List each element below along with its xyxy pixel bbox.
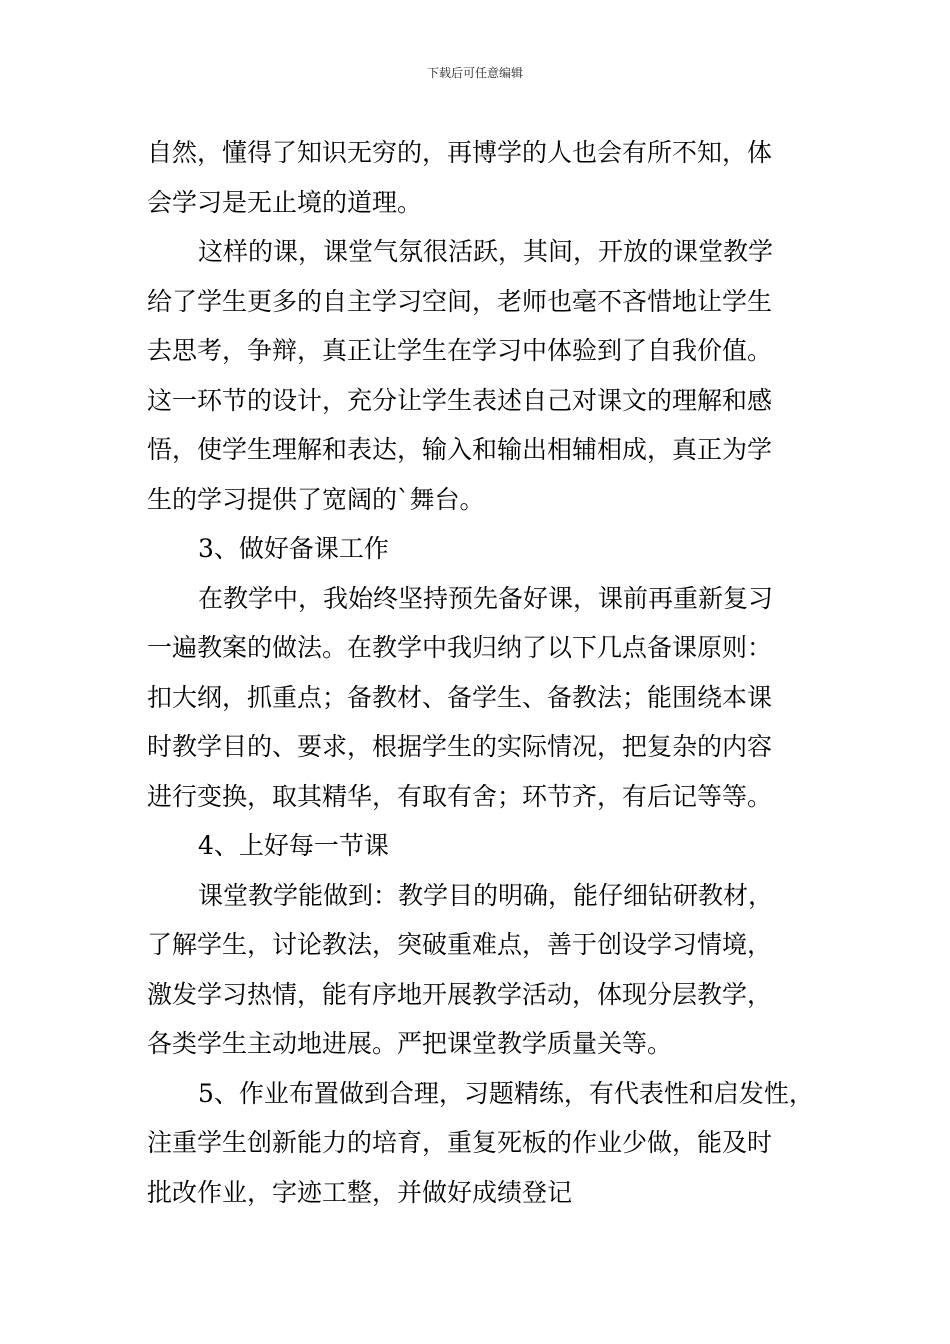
text-line: 激发学习热情，能有序地开展教学活动，体现分层教学，	[147, 979, 773, 1009]
text-line: 批改作业，字迹工整，并做好成绩登记	[147, 1177, 573, 1207]
text-line: 了解学生，讨论教法，突破重难点，善于创设学习情境，	[147, 930, 773, 959]
text-line: 这一环节的设计，充分让学生表述自己对课文的理解和感	[147, 385, 773, 415]
section-heading: 3、做好备课工作	[198, 534, 389, 563]
text-line: 时教学目的、要求，根据学生的实际情况，把复杂的内容	[147, 732, 773, 761]
document-body	[147, 128, 827, 1217]
text-line: 去思考，争辩，真正让学生在学习中体验到了自我价值。	[147, 336, 773, 365]
text-line: 给了学生更多的自主学习空间，老师也毫不吝惜地让学生	[147, 286, 773, 316]
section-heading: 4、上好每一节课	[198, 831, 389, 860]
text-line: 扣大纲，抓重点；备教材、备学生、备教法；能围绕本课	[147, 682, 773, 712]
text-line: 自然，懂得了知识无穷的，再博学的人也会有所不知，体	[147, 138, 773, 167]
page-header: 下载后可任意编辑	[426, 66, 523, 80]
section-heading: 5、作业布置做到合理，习题精练，有代表性和启发性，	[198, 1078, 814, 1108]
text-line: 悟，使学生理解和表达，输入和输出相辅相成，真正为学	[147, 435, 773, 464]
text-line: 各类学生主动地进展。严把课堂教学质量关等。	[147, 1029, 673, 1058]
text-line: 一遍教案的做法。在教学中我归纳了以下几点备课原则：	[147, 633, 773, 662]
text-line: 注重学生创新能力的培育，重复死板的作业少做，能及时	[147, 1128, 773, 1157]
text-line: 课堂教学能做到：教学目的明确，能仔细钻研教材，	[198, 880, 774, 910]
text-line: 会学习是无止境的道理。	[147, 187, 423, 217]
text-line: 在教学中，我始终坚持预先备好课，课前再重新复习	[198, 583, 774, 613]
text-line: 这样的课，课堂气氛很活跃，其间，开放的课堂教学	[198, 237, 774, 266]
text-line: 生的学习提供了宽阔的`舞台。	[147, 484, 485, 514]
text-line: 进行变换，取其精华，有取有舍；环节齐，有后记等等。	[147, 781, 773, 811]
